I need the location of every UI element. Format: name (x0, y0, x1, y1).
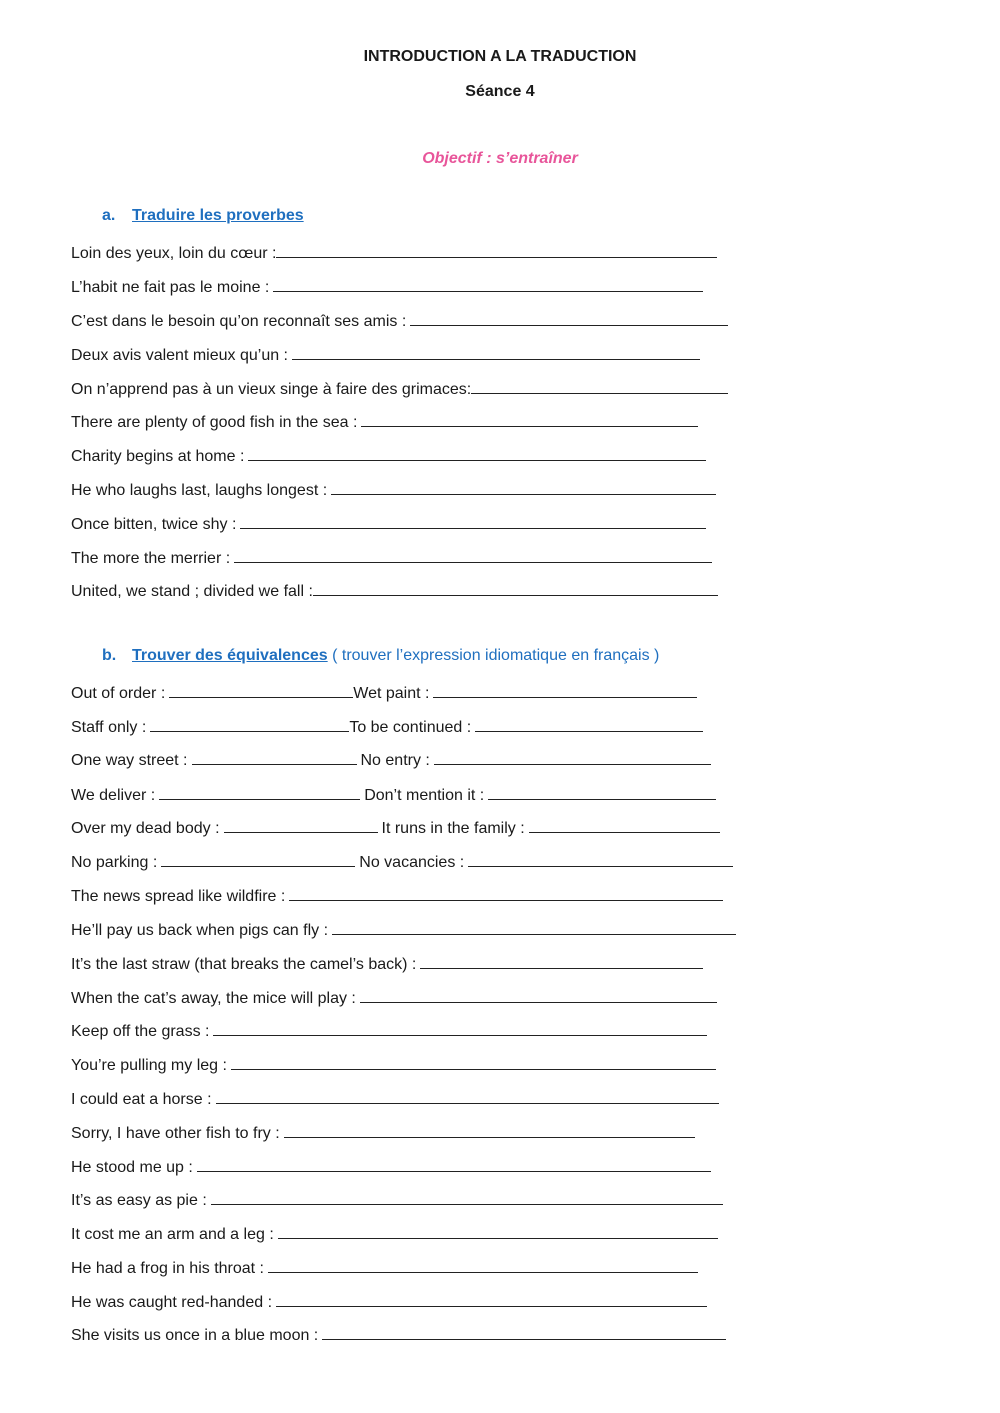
proverb-line (71, 309, 728, 331)
proverb-text: L’habit ne fait pas le moine : (71, 279, 270, 296)
answer-blank[interactable] (278, 1222, 718, 1239)
answer-blank[interactable] (276, 241, 717, 258)
session-subtitle: Séance 4 (465, 83, 535, 100)
idiom-line (71, 1188, 723, 1210)
answer-blank[interactable] (268, 1256, 698, 1273)
idiom-line (71, 884, 723, 906)
answer-blank[interactable] (468, 850, 733, 867)
idiom-line (71, 1323, 726, 1345)
proverb-text: Loin des yeux, loin du cœur : (71, 245, 277, 262)
proverb-text: Charity begins at home : (71, 448, 245, 465)
answer-blank[interactable] (332, 918, 736, 935)
section-b-title: Trouver des équivalences (132, 647, 328, 664)
pair-line (71, 715, 703, 737)
section-b-heading (102, 647, 659, 665)
section-b-letter: b. (102, 647, 117, 664)
section-a-title: Traduire les proverbes (132, 207, 304, 224)
answer-blank[interactable] (471, 377, 728, 394)
proverb-text: There are plenty of good fish in the sea : (71, 414, 358, 431)
answer-blank[interactable] (159, 783, 360, 800)
answer-blank[interactable] (161, 850, 355, 867)
idiom-line (71, 1121, 695, 1143)
answer-blank[interactable] (273, 275, 703, 292)
answer-blank[interactable] (361, 410, 698, 427)
idiom-text: It’s the last straw (that breaks the camel’s back) : (71, 956, 417, 973)
answer-blank[interactable] (292, 343, 700, 360)
pair-line (71, 748, 711, 770)
expression-text: One way street : (71, 752, 188, 769)
idiom-text: When the cat’s away, the mice will play : (71, 990, 356, 1007)
answer-blank[interactable] (224, 816, 378, 833)
proverb-text: C’est dans le besoin qu’on reconnaît ses amis : (71, 313, 407, 330)
answer-blank[interactable] (211, 1188, 723, 1205)
pair-line (71, 681, 697, 703)
idiom-text: Keep off the grass : (71, 1023, 210, 1040)
section-b-note: ( trouver l’expression idiomatique en français ) (327, 647, 660, 664)
proverb-text: Deux avis valent mieux qu’un : (71, 347, 288, 364)
idiom-line (71, 1290, 707, 1312)
pair-line (71, 816, 720, 838)
answer-blank[interactable] (410, 309, 728, 326)
answer-blank[interactable] (434, 748, 711, 765)
proverb-line (71, 410, 698, 432)
idiom-line (71, 1222, 718, 1244)
idiom-line (71, 1155, 711, 1177)
proverb-text: Once bitten, twice shy : (71, 516, 237, 533)
pair-line (71, 850, 733, 872)
expression-text: Over my dead body : (71, 820, 220, 837)
answer-blank[interactable] (234, 546, 712, 563)
document-title: INTRODUCTION A LA TRADUCTION (363, 48, 637, 65)
expression-text: No vacancies : (359, 854, 465, 871)
proverb-text: United, we stand ; divided we fall : (71, 583, 313, 600)
answer-blank[interactable] (313, 579, 718, 596)
answer-blank[interactable] (240, 512, 706, 529)
expression-text: Staff only : (71, 719, 147, 736)
answer-blank[interactable] (284, 1121, 695, 1138)
proverb-line (71, 444, 706, 466)
idiom-text: Sorry, I have other fish to fry : (71, 1125, 280, 1142)
expression-text: No parking : (71, 854, 158, 871)
idiom-text: He’ll pay us back when pigs can fly : (71, 922, 329, 939)
answer-blank[interactable] (216, 1087, 719, 1104)
idiom-text: She visits us once in a blue moon : (71, 1327, 319, 1344)
expression-text: Wet paint : (353, 685, 430, 702)
proverb-line (71, 343, 700, 365)
proverb-line (71, 478, 716, 500)
answer-blank[interactable] (213, 1019, 707, 1036)
answer-blank[interactable] (475, 715, 703, 732)
expression-text: Out of order : (71, 685, 166, 702)
idiom-text: He had a frog in his throat : (71, 1260, 264, 1277)
expression-text: To be continued : (349, 719, 472, 736)
answer-blank[interactable] (322, 1323, 726, 1340)
answer-blank[interactable] (420, 952, 703, 969)
answer-blank[interactable] (360, 986, 717, 1003)
section-a-letter: a. (102, 207, 116, 224)
proverb-line (71, 546, 712, 568)
answer-blank[interactable] (289, 884, 723, 901)
answer-blank[interactable] (276, 1290, 707, 1307)
proverb-text: He who laughs last, laughs longest : (71, 482, 328, 499)
idiom-text: It cost me an arm and a leg : (71, 1226, 274, 1243)
proverb-line (71, 377, 728, 399)
idiom-text: The news spread like wildfire : (71, 888, 286, 905)
proverb-text: The more the merrier : (71, 550, 231, 567)
proverb-line (71, 512, 706, 534)
pair-line (71, 783, 716, 805)
idiom-line (71, 1053, 716, 1075)
proverb-line (71, 275, 703, 297)
answer-blank[interactable] (169, 681, 353, 698)
expression-text: No entry : (360, 752, 430, 769)
idiom-text: I could eat a horse : (71, 1091, 212, 1108)
objective-line: Objectif : s’entraîner (422, 150, 578, 167)
proverb-line (71, 579, 718, 601)
idiom-line (71, 952, 703, 974)
proverb-text: On n’apprend pas à un vieux singe à faire des grimaces: (71, 381, 472, 398)
idiom-line (71, 1256, 698, 1278)
idiom-text: You’re pulling my leg : (71, 1057, 227, 1074)
idiom-line (71, 918, 736, 940)
idiom-line (71, 1019, 707, 1041)
idiom-text: It’s as easy as pie : (71, 1192, 207, 1209)
expression-text: We deliver : (71, 787, 156, 804)
answer-blank[interactable] (488, 783, 716, 800)
answer-blank[interactable] (529, 816, 720, 833)
section-a-heading (102, 207, 304, 225)
idiom-text: He was caught red-handed : (71, 1294, 273, 1311)
answer-blank[interactable] (192, 748, 357, 765)
proverb-line (71, 241, 717, 263)
answer-blank[interactable] (248, 444, 706, 461)
answer-blank[interactable] (231, 1053, 716, 1070)
answer-blank[interactable] (150, 715, 349, 732)
answer-blank[interactable] (433, 681, 697, 698)
answer-blank[interactable] (331, 478, 716, 495)
idiom-line (71, 986, 717, 1008)
idiom-line (71, 1087, 719, 1109)
expression-text: Don’t mention it : (364, 787, 485, 804)
answer-blank[interactable] (197, 1155, 711, 1172)
idiom-text: He stood me up : (71, 1159, 193, 1176)
expression-text: It runs in the family : (381, 820, 525, 837)
